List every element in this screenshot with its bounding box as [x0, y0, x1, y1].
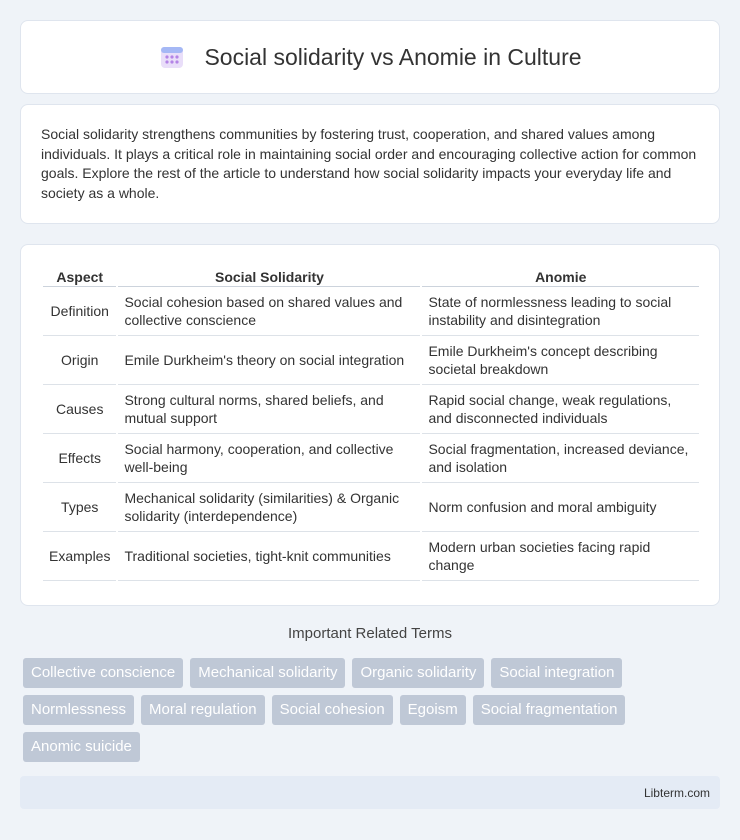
table-row — [43, 336, 699, 385]
anomie-cell: Norm confusion and moral ambiguity — [422, 483, 699, 532]
table-row — [43, 532, 699, 581]
intro-section — [20, 104, 720, 224]
anomie-cell: Modern urban societies facing rapid change — [422, 532, 699, 581]
column-header-anomie: Anomie — [422, 265, 699, 287]
anomie-cell: State of normlessness leading to social instability and disintegration — [422, 287, 699, 336]
anomie-cell: Social fragmentation, increased deviance, and isolation — [422, 434, 699, 483]
aspect-cell: Origin — [43, 336, 116, 385]
related-term-tag[interactable]: Organic solidarity — [352, 658, 484, 688]
related-term-tag[interactable]: Social cohesion — [272, 695, 393, 725]
social-solidarity-cell: Traditional societies, tight-knit communities — [118, 532, 420, 581]
social-solidarity-cell: Mechanical solidarity (similarities) & Organic solidarity (interdependence) — [118, 483, 420, 532]
related-terms-list — [23, 658, 723, 769]
related-term-tag[interactable]: Collective conscience — [23, 658, 183, 688]
aspect-cell: Causes — [43, 385, 116, 434]
related-term-tag[interactable]: Egoism — [400, 695, 466, 725]
related-term-tag[interactable]: Social fragmentation — [473, 695, 626, 725]
column-header-social-solidarity: Social Solidarity — [118, 265, 420, 287]
page-title: Social solidarity vs Anomie in Culture — [204, 43, 582, 70]
table-row — [43, 385, 699, 434]
table-header-row — [43, 265, 699, 287]
table-row — [43, 434, 699, 483]
table-row — [43, 483, 699, 532]
table-row — [43, 287, 699, 336]
page-header — [20, 20, 720, 94]
calendar-grid-icon — [158, 43, 186, 71]
column-header-aspect: Aspect — [43, 265, 116, 287]
aspect-cell: Types — [43, 483, 116, 532]
social-solidarity-cell: Emile Durkheim's theory on social integration — [118, 336, 420, 385]
related-term-tag[interactable]: Mechanical solidarity — [190, 658, 345, 688]
aspect-cell: Effects — [43, 434, 116, 483]
aspect-cell: Examples — [43, 532, 116, 581]
footer-site-link[interactable]: Libterm.com — [643, 786, 710, 800]
anomie-cell: Rapid social change, weak regulations, and disconnected individuals — [422, 385, 699, 434]
social-solidarity-cell: Strong cultural norms, shared beliefs, and mutual support — [118, 385, 420, 434]
related-term-tag[interactable]: Normlessness — [23, 695, 134, 725]
related-term-tag[interactable]: Social integration — [491, 658, 622, 688]
related-term-tag[interactable]: Anomic suicide — [23, 732, 140, 762]
aspect-cell: Definition — [43, 287, 116, 336]
social-solidarity-cell: Social cohesion based on shared values and collective conscience — [118, 287, 420, 336]
related-term-tag[interactable]: Moral regulation — [141, 695, 265, 725]
related-terms-title: Important Related Terms — [288, 625, 452, 642]
footer — [20, 776, 720, 809]
intro-text: Social solidarity strengthens communities by fostering trust, cooperation, and shared values among individuals. It plays a critical role in maintaining social order and encouraging collective action for common goals. Explore the rest of the article to understand how social solidarity impacts your everyday life and society as a whole. — [41, 126, 697, 201]
anomie-cell: Emile Durkheim's concept describing societal breakdown — [422, 336, 699, 385]
comparison-table — [41, 265, 701, 581]
comparison-section — [20, 244, 720, 606]
social-solidarity-cell: Social harmony, cooperation, and collective well-being — [118, 434, 420, 483]
